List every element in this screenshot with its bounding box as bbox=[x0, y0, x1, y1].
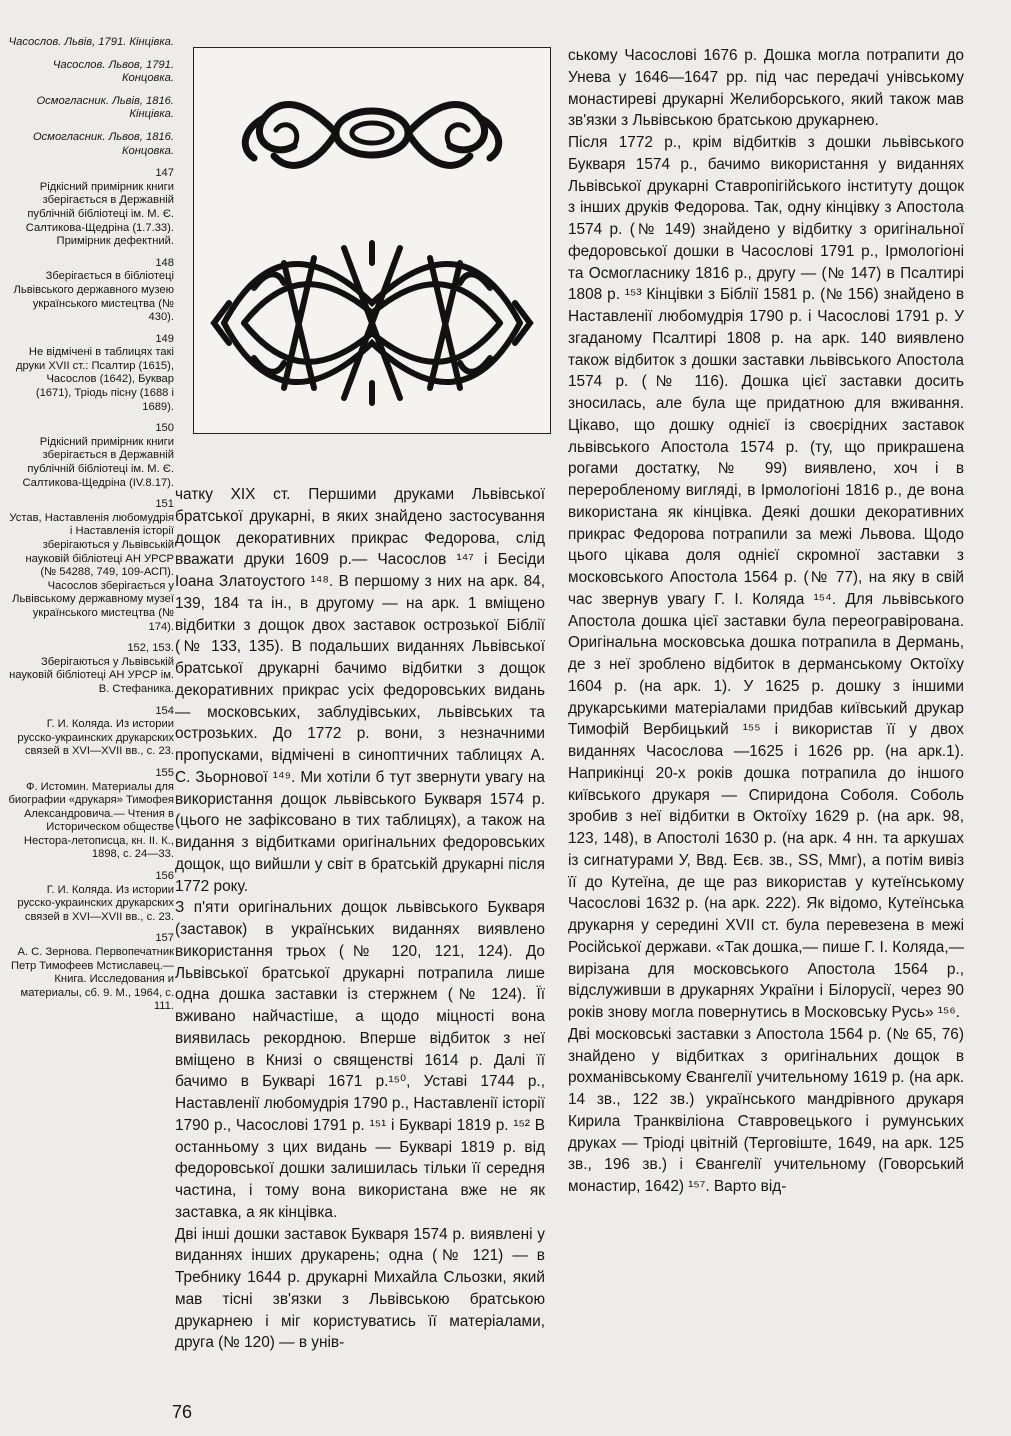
footnote-156 bbox=[8, 870, 174, 924]
paragraph: Після 1772 р., крім відбитків з дошки львівського Букваря 1574 р., бачимо використання у виданнях Львівської друкарні Ставропігійського інституту дощок з інших друків Федорова. Так, одну кінцівку з Апостола 1574 р. (№ 149) знайдено у відбитку з оригінальної федоровської дошки в Часослові 1791 р., Ірмологіоні та Осмогласнику 1816 р., другу — (№ 147) в Псалтирі 1808 р. ¹⁵³ Кінцівки з Біблії 1581 р. (№ 156) знайдено в Наставленії любомудрія 1790 р. і Часослові 1791 р. У згаданому Псалтирі 1808 р. на арк. 140 виявлено також відбиток з дошки заставки львівського Апостола 1574 р. (№ 116). Дошка цієї заставки досить зносилась, але була ще придатною для вживання. Цікаво, що дошку однієї із своєрідних заставок львівського Апостола 1574 р. (ту, що прикрашена рогами достатку, № 99) виявлено, хоч і в переробленому вигляді, в Ірмологіоні 1816 р., де вона використана як кінцівка. Деякі дошки декоративних прикрас Федорова потрапили за межі Львова. Щодо цього цікава доля однієї скромної заставки з московського Апостола 1564 р. (№ 77), на яку в свій час звернув увагу Г. І. Коляда ¹⁵⁴. Для львівського Апостола дошка цієї заставки була переогравірована. Оригінальна московська дошка потрапила в Дермань, де з неї зроблено відбиток в дерманському Октоїху 1604 р. (на арк. 1). У 1625 р. дошку з іншими друкарськими матеріалами придбав київський друкар Тимофій Вербицький ¹⁵⁵ і використав її у двох виданнях Часослова —1625 і 1626 рр. (на арк.1). Наприкінці 20-х років дошка потрапила до іншого київського друкаря — Спиридона Соболя. Соболь зробив з неї відбитки в Октоїху 1629 р. (на арк. 98, 123, 148), в Апостолі 1630 р. (на арк. 4 нн. та аркушах із сигнатурами У, Ввд. Еєв. зв., SS, Ммг), а потім вивіз її до Кутеїна, де ще раз використав у кутеїнському Часослові 1632 р. (на арк. 222). Як відомо, Кутеїнська друкарня у середині XVII ст. була перевезена в межі Російської держави. «Так дошка,— пише Г. І. Коляда,— вирізана для московського Апостола 1564 р., відслуживши в друкарнях України і Білорусії, через 90 років знову могла повернутись в Московську Русь» ¹⁵⁶. bbox=[568, 134, 964, 1021]
footnote-number: 156 bbox=[155, 870, 174, 883]
paragraph: чатку XIX ст. Першими друками Львівської братської друкарні, в яких знайдено застосування дощок декоративних прикрас Федорова, слід вважати друки 1609 р.— Часослов ¹⁴⁷ і Бесіди Іоана Златоустого ¹⁴⁸. В першому з них на арк. 84, 139, 184 та ін., в другому — на арк. 1 вміщено відбитки з дощок двох заставок острозької Біблії (№ 133, 135). В подальших виданнях Львівської братської друкарні бачимо відбитки з дощок декоративних прикрас усіх федоровських видань — московських, заблудівських, львівських та острозьких. До 1772 р. вони, з незначними пропусками, відмічені в синоптичних таблицях А. С. Зьорнової ¹⁴⁹. Ми хотіли б тут звернути увагу на використання дощок львівського Букваря 1574 р. (цього не зафіксовано в тих таблицях), а також на видання з відбитками оригінальних федоровських дощок, що вийшли у світ в братській друкарні після 1772 року. bbox=[175, 486, 545, 895]
footnote-text: Устав, Наставленія любомудрія і Наставленія історії зберігаються у Львівській науковій бібліотеці АН УРСР (№ 54288, 749, 109-АСП). Часослов зберігається у Львівському державному музеї українського мистецтва (№ 174). bbox=[9, 511, 174, 633]
footnote-number: 155 bbox=[155, 766, 174, 779]
footnote-number: 147 bbox=[155, 167, 174, 180]
footnote-152-153 bbox=[8, 642, 174, 696]
footnote-text: Рідкісний примірник книги зберігається в Державній публічній бібліотеці ім. М. Є. Салтикова-Щедріна (1.7.33). Примірник дефектний. bbox=[25, 180, 174, 248]
caption-russian-2: Осмогласник. Львов, 1816. Концовка. bbox=[32, 130, 174, 157]
footnote-text: Г. И. Коляда. Из истории русско-украинских друкарских связей в XVI—XVII вв., с. 23. bbox=[17, 883, 174, 923]
ornament-illustration bbox=[193, 47, 551, 434]
paragraph: З п'яти оригінальних дощок львівського Букваря (заставок) в українських виданнях виявлено використання трьох (№ 120, 121, 124). До Львівської братської друкарні потрапила лише одна дошка заставки із стержнем (№ 124). Її вживано найчастіше, а щодо міцності вона виявилась рекордною. Вперше відбиток з неї вміщено в Книзі о священстві 1614 р. Далі її бачимо в Букварі 1671 р.¹⁵⁰, Уставі 1744 р., Наставленії любомудрія 1790 р., Наставленії історії 1790 р., Часослові 1791 р. ¹⁵¹ і Букварі 1819 р. ¹⁵² В останньому з цих видань — Букварі 1819 р. від федоровської дошки залишилась тільки її середня частина, і тому вона використана вже не як заставка, а як кінцівка. bbox=[175, 899, 545, 1221]
footnote-text: Зберігається в бібліотеці Львівського державного музею українського мистецтва (№ 430). bbox=[13, 270, 174, 324]
footnote-text: Зберігаються у Львівській науковій бібліотеці АН УРСР ім. В. Стефаника. bbox=[9, 655, 174, 695]
tailpiece-ornament-top bbox=[245, 104, 498, 165]
ornament-figure bbox=[194, 48, 550, 433]
paragraph: Дві московські заставки з Апостола 1564 р. (№ 65, 76) знайдено у відбитках з оригінальних дощок в рохманівському Євангелії учительному 1619 р. (на арк. 14 зв., 122 зв.) українського мандрівного друкаря Кирила Транквіліона Ставровецького і румунських друках — Тріоді цвітній (Терговіште, 1649, на арк. 125 зв., 196 зв.) і Євангелії учительному (Говорський монастир, 1642) ¹⁵⁷. Варто від- bbox=[568, 1025, 964, 1195]
footnote-155 bbox=[8, 767, 174, 862]
footnote-149 bbox=[8, 333, 174, 415]
footnote-number: 157 bbox=[155, 932, 174, 945]
caption-ukrainian-1: Часослов. Львів, 1791. Кінцівка. bbox=[8, 36, 174, 48]
paragraph: ському Часослові 1676 р. Дошка могла потрапити до Унева у 1646—1647 рр. під час передачі унівському монастиреві друкарні Желиборського, який також мав зв'язки з Львівською братською друкарнею. bbox=[568, 47, 964, 130]
footnote-151 bbox=[8, 498, 174, 634]
footnote-text: А. С. Зернова. Первопечатник Петр Тимофеев Мстиславец.— Книга. Исследования и материалы, сб. 9. М., 1964, с. 111. bbox=[10, 946, 174, 1013]
footnote-number: 152, 153. bbox=[127, 642, 174, 655]
footnote-154 bbox=[8, 705, 174, 759]
footnote-text: Рідкісний примірник книги зберігається в Державній публічній бібліотеці ім. М. Є. Салтикова-Щедріна (IV.8.17). bbox=[22, 435, 174, 489]
caption-russian-1: Часослов. Львов, 1791. Концовка. bbox=[52, 58, 174, 85]
footnote-number: 149 bbox=[155, 332, 174, 345]
footnote-150 bbox=[8, 422, 174, 490]
footnote-number: 154 bbox=[155, 704, 174, 717]
paragraph: Дві інші дошки заставок Букваря 1574 р. виявлені у виданнях інших друкарень; одна (№ 121) — в Требнику 1644 р. друкарні Михайла Сльозки, який мав тісні зв'язки з Львівською братською друкарнею і міг користуватись її матеріалами, друга (№ 120) — в унів- bbox=[175, 1225, 545, 1352]
footnote-number: 151 bbox=[155, 498, 174, 511]
footnote-157 bbox=[8, 932, 174, 1014]
body-text-left-column bbox=[175, 484, 545, 1354]
caption-ukrainian-2: Осмогласник. Львів, 1816. Кінцівка. bbox=[36, 94, 174, 121]
footnote-148 bbox=[8, 257, 174, 325]
footnote-147 bbox=[8, 167, 174, 249]
tailpiece-ornament-bottom bbox=[214, 243, 530, 403]
body-text-right-column bbox=[568, 45, 964, 1198]
margin-notes bbox=[8, 36, 174, 1022]
footnote-number: 150 bbox=[155, 422, 174, 435]
footnote-text: Ф. Истомин. Материалы для биографии «друкаря» Тимофея Александровича.— Чтения в Историческом обществе Нестора-летописца, кн. II. К., 1898, с. 24—33. bbox=[8, 780, 174, 861]
footnote-number: 148 bbox=[155, 256, 174, 269]
footnote-text: Г. И. Коляда. Из истории русско-украинских друкарских связей в XVI—XVII вв., с. 23. bbox=[17, 718, 174, 758]
footnote-text: Не відмічені в таблицях такі друки XVII ст.: Псалтир (1615), Часослов (1642), Буквар (1671), Тріодь пісну (1688 і 1689). bbox=[15, 346, 174, 413]
page-number: 76 bbox=[172, 1402, 193, 1422]
